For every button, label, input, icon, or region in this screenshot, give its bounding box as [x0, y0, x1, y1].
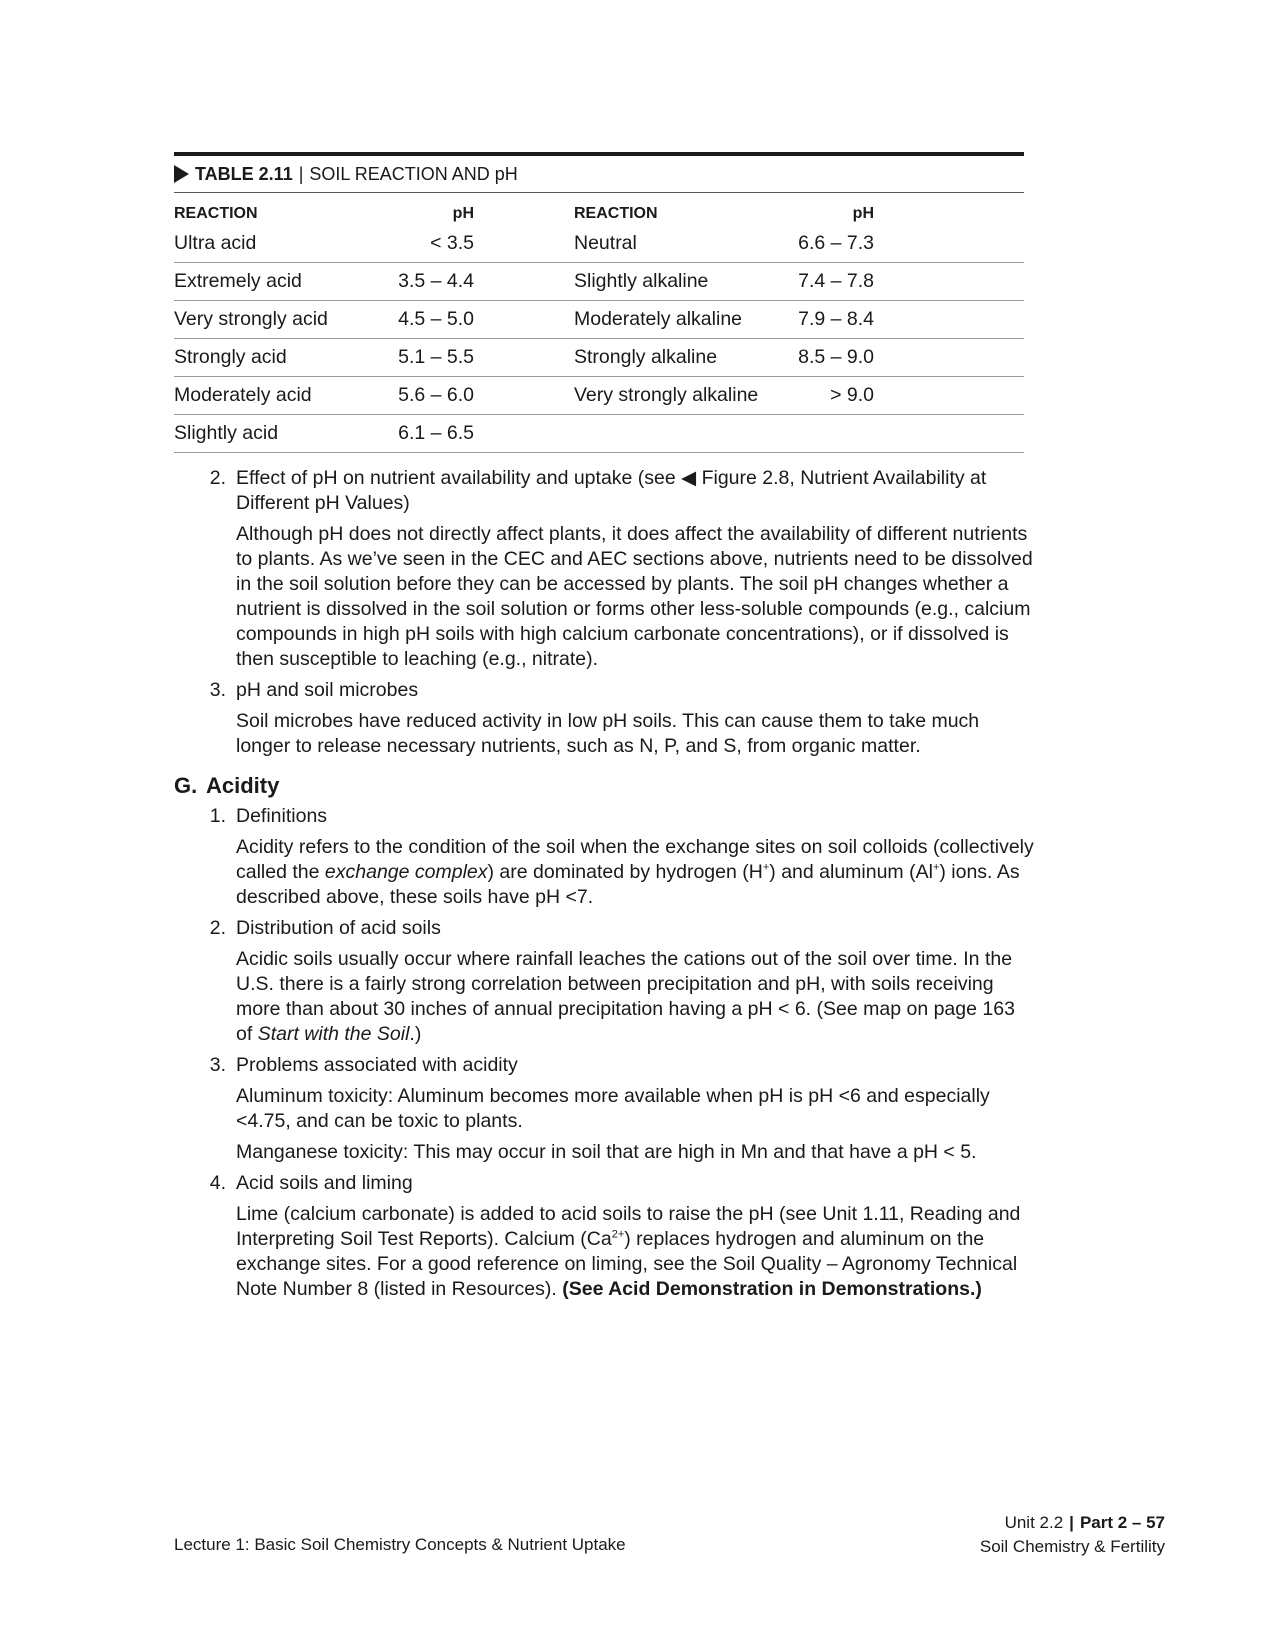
ph-cell: 4.5 – 5.0: [398, 308, 474, 330]
footer-lecture-title: Lecture 1: Basic Soil Chemistry Concepts & Nutrient Uptake: [174, 1535, 626, 1554]
triangle-right-icon: [174, 165, 189, 183]
item-number: 4.: [209, 1172, 226, 1194]
reaction-cell: Strongly acid: [174, 346, 287, 368]
item-number: 1.: [209, 805, 226, 827]
item-title: pH and soil microbes: [236, 679, 419, 701]
table-header-row: [174, 193, 1024, 225]
item-paragraph: Acidity refers to the condition of the soil when the exchange sites on soil colloids (collectively called the exchange complex) are dominated by hydrogen (H+) and aluminum (Al+) ions. As described above, these soils have pH <7.: [236, 836, 1034, 908]
list-item: [174, 804, 1034, 829]
item-number: 2.: [209, 467, 226, 489]
triangle-left-icon: ◀: [681, 467, 697, 489]
item-paragraph: Acidic soils usually occur where rainfall leaches the cations out of the soil over time. In the U.S. there is a fairly strong correlation between precipitation and pH, with soils receiving more than about 30 inches of annual precipitation having a pH < 6. (See map on page 163 of Start with the Soil.): [236, 948, 1015, 1045]
header-ph-right: pH: [852, 205, 874, 222]
table-row: [174, 415, 1024, 453]
ph-cell: 8.5 – 9.0: [798, 346, 874, 368]
item-paragraph: Although pH does not directly affect plants, it does affect the availability of different nutrients to plants. As we’ve seen in the CEC and AEC sections above, nutrients need to be dissolved in the soil solution before they can be accessed by plants. The soil pH changes whether a nutrient is dissolved in the soil solution or forms other less-soluble compounds (e.g., calcium compounds in high pH soils with high calcium carbonate concentrations), or if dissolved is then susceptible to leaching (e.g., nitrate).: [236, 523, 1033, 670]
list-item: [174, 1171, 1034, 1196]
table-row: [174, 377, 1024, 415]
footer-page-info: [980, 1511, 1165, 1559]
reaction-cell: Very strongly alkaline: [574, 384, 759, 406]
ph-cell: < 3.5: [430, 232, 474, 254]
header-reaction-left: REACTION: [174, 205, 258, 222]
item-number: 3.: [209, 1054, 226, 1076]
table-title: SOIL REACTION AND pH: [309, 163, 518, 184]
footer-unit: Unit 2.2: [1004, 1513, 1064, 1532]
reaction-cell: Strongly alkaline: [574, 346, 718, 368]
section-letter: G.: [174, 773, 198, 798]
footer-separator: |: [1069, 1513, 1074, 1532]
reaction-cell: Neutral: [574, 232, 637, 254]
item-title: Definitions: [236, 805, 328, 827]
table-row: [174, 301, 1024, 339]
table-row: [174, 263, 1024, 301]
reaction-cell: Ultra acid: [174, 232, 257, 254]
ph-cell: 7.9 – 8.4: [798, 308, 874, 330]
table-row: [174, 225, 1024, 263]
item-number: 3.: [209, 679, 226, 701]
item-number: 2.: [209, 917, 226, 939]
footer-page-number: Part 2 – 57: [1079, 1513, 1165, 1532]
footer-subtitle: Soil Chemistry & Fertility: [979, 1537, 1165, 1556]
item-title: Problems associated with acidity: [236, 1054, 518, 1076]
reaction-cell: Slightly alkaline: [574, 270, 709, 292]
item-paragraph: Soil microbes have reduced activity in low pH soils. This can cause them to take much longer to release necessary nutrients, such as N, P, and S, from organic matter.: [236, 710, 980, 757]
item-title: Acid soils and liming: [236, 1172, 413, 1194]
reaction-cell: Extremely acid: [174, 270, 302, 292]
item-paragraph: Lime (calcium carbonate) is added to acid soils to raise the pH (see Unit 1.11, Reading and Interpreting Soil Test Reports). Calcium $(Ca^{2+})$ replaces hydrogen and aluminum on the exchange sites. For a good reference on liming, see the Soil Quality – Agronomy Technical Note Number 8 (listed in Resources). (See Acid Demonstration in Demonstrations.): [236, 1203, 1021, 1300]
italic-term: exchange complex: [324, 861, 488, 883]
soil-reaction-table: [174, 152, 1024, 453]
header-reaction-right: REACTION: [574, 205, 658, 222]
table-row: [174, 339, 1024, 377]
table-caption: [174, 156, 1024, 193]
section-title: Acidity: [206, 773, 280, 798]
reaction-cell: Moderately acid: [174, 384, 312, 406]
list-item: [174, 916, 1034, 941]
reaction-cell: Moderately alkaline: [574, 308, 743, 330]
list-item: [174, 466, 1034, 516]
body-content: [174, 466, 1034, 1308]
ph-cell: 6.6 – 7.3: [798, 232, 874, 254]
ph-cell: 6.1 – 6.5: [398, 422, 474, 444]
footer-unit-line: [980, 1511, 1165, 1535]
section-heading: [174, 773, 1034, 798]
item-paragraph: Manganese toxicity: This may occur in soil that are high in Mn and that have a pH < 5.: [236, 1141, 977, 1163]
list-item: [174, 678, 1034, 703]
header-ph-left: pH: [452, 205, 474, 222]
item-paragraph: Aluminum toxicity: Aluminum becomes more available when pH is pH <6 and especially <4.75, and can be toxic to plants.: [236, 1085, 990, 1132]
ph-cell: 3.5 – 4.4: [398, 270, 474, 292]
table-caption-separator: |: [298, 163, 304, 184]
ph-cell: > 9.0: [830, 384, 874, 406]
italic-book-title: Start with the Soil: [257, 1023, 410, 1045]
reaction-cell: Slightly acid: [174, 422, 279, 444]
ph-cell: 5.6 – 6.0: [398, 384, 474, 406]
item-title: Effect of pH on nutrient availability and uptake (see ◀ Figure 2.8, Nutrient Availability at Different pH Values): [236, 467, 987, 514]
list-item: [174, 1053, 1034, 1078]
ph-cell: 5.1 – 5.5: [398, 346, 474, 368]
reaction-cell: Very strongly acid: [174, 308, 328, 330]
item-title: Distribution of acid soils: [236, 917, 441, 939]
ph-cell: 7.4 – 7.8: [798, 270, 874, 292]
bold-note: (See Acid Demonstration in Demonstrations.): [562, 1278, 982, 1300]
table-label: TABLE 2.11: [195, 163, 293, 184]
